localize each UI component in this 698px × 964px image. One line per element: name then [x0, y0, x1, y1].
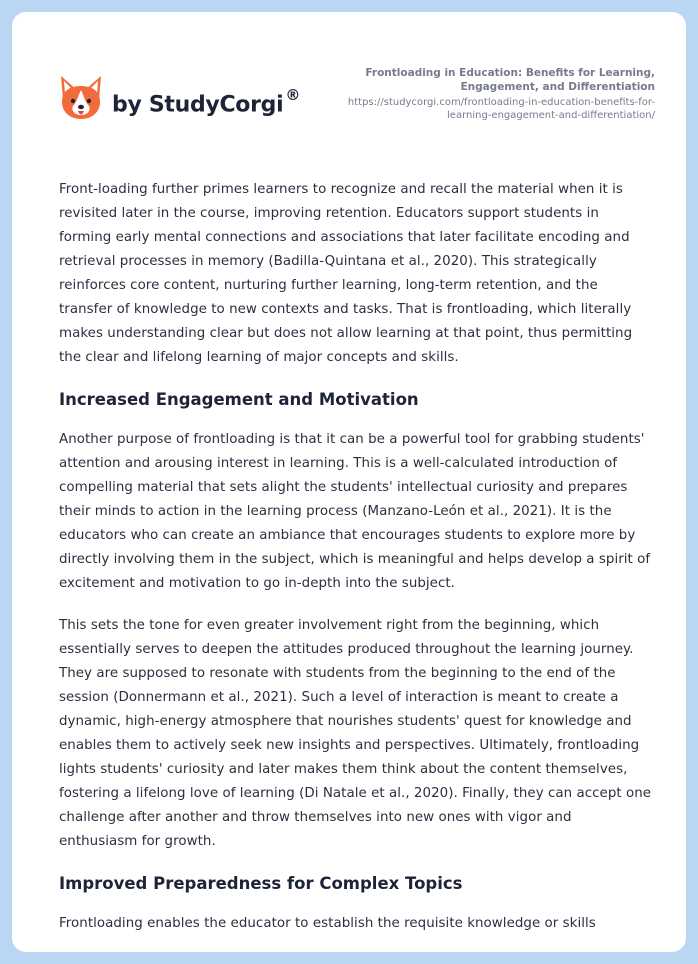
corgi-logo-icon: [59, 74, 103, 124]
brand-name: by StudyCorgi ®: [112, 85, 301, 118]
paragraph: Another purpose of frontloading is that it can be a powerful tool for grabbing students' attention and arousing interest in learning. This is a well-calculated introduction of compelling material that sets alight the students' intellectual curiosity and prepares their minds to action in the learning process (Manzano-León et al., 2021). It is the educators who can create an ambiance that encourages students to explore more by directly involving them in the subject, which is meaningful and helps develop a spirit of excitement and motivation to go in-depth into the subject.: [59, 432, 651, 591]
document-url[interactable]: https://studycorgi.com/frontloading-in-education-benefits-for-learning-engagement-and-differentiation/: [347, 97, 655, 121]
paragraph: This sets the tone for even greater involvement right from the beginning, which essentially serves to deepen the attitudes produced throughout the learning journey. They are supposed to resonate with students from the beginning to the end of the session (Donnermann et al., 2021). Such a level of interaction is meant to create a dynamic, high-energy atmosphere that nourishes students' quest for knowledge and enables them to actively seek new insights and perspectives. Ultimately, frontloading lights students' curiosity and later makes them think about the content themselves, fostering a lifelong love of learning (Di Natale et al., 2020). Finally, they can accept one challenge after another and throw themselves into new ones with vigor and enthusiasm for growth.: [59, 618, 652, 849]
document-page: [12, 12, 686, 952]
document-meta: [305, 66, 655, 122]
paragraph: Front-loading further primes learners to recognize and recall the material when it is revisited later in the course, improving retention. Educators support students in forming early mental connections and associations that later facilitate encoding and retrieval processes in memory (Badilla-Quintana et al., 2020). This strategically reinforces core content, nurturing further learning, long-term retention, and the transfer of knowledge to new contexts and tasks. That is frontloading, which literally makes understanding clear but does not allow learning at that point, thus permitting the clear and lifelong learning of major concepts and skills.: [59, 182, 633, 365]
studycorgi-logo[interactable]: [59, 74, 300, 124]
article-body: [59, 178, 654, 952]
section-heading: Increased Engagement and Motivation: [59, 390, 419, 409]
registered-mark: ®: [285, 85, 301, 104]
paragraph: Frontloading enables the educator to establish the requisite knowledge or skills: [59, 916, 596, 931]
document-title: Frontloading in Education: Benefits for Learning, Engagement, and Differentiation: [365, 67, 655, 93]
section-heading: Improved Preparedness for Complex Topics: [59, 874, 463, 893]
